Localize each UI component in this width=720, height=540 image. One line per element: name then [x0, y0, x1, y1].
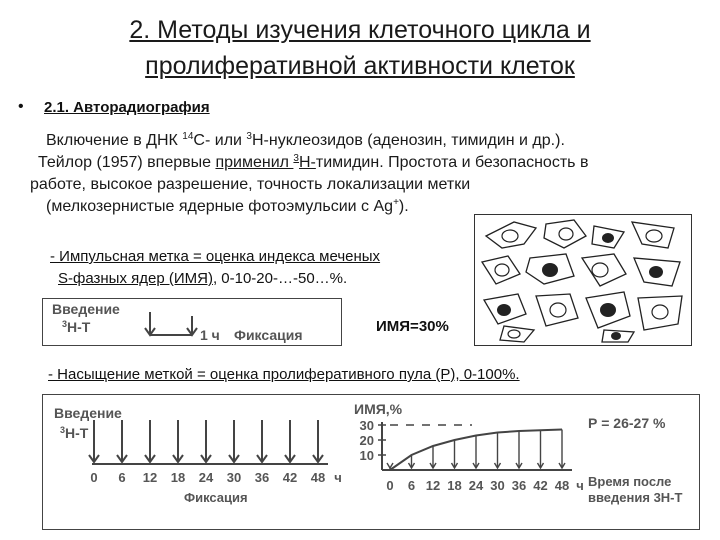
saturation-diagram — [42, 394, 700, 530]
sat-tick-label: ч — [334, 470, 342, 485]
graph-y-tick-label: 30 — [359, 418, 374, 433]
graph-x-tick-label: 36 — [511, 478, 527, 493]
sat-tick-label: 36 — [254, 470, 270, 485]
cells-illustration — [474, 214, 692, 346]
graph-x-tick-label: 18 — [447, 478, 462, 493]
graph-x-tick-label: 0 — [386, 478, 394, 493]
sat-tick-label: 24 — [198, 470, 214, 485]
graph-y-tick-label: 20 — [359, 433, 374, 448]
graph-x-tick-label: 12 — [425, 478, 441, 493]
pulse-line2: S-фазных ядер (ИМЯ), 0-10-20-…-50…%. — [58, 270, 348, 287]
intro-line2: Тейлор (1957) впервые применил $^3$Н-тимидин. Простота и безопасность в — [38, 153, 589, 171]
intro-line3: работе, высокое разрешение, точность локализации метки — [30, 176, 471, 193]
pulse-line1: - Импульсная метка = оценка индекса меченых — [50, 248, 381, 265]
section-heading: 2.1. Авторадиография — [44, 99, 210, 116]
sat-tick-label: 42 — [282, 470, 298, 485]
graph-x-tick-label: 42 — [533, 478, 548, 493]
sat-tick-label: 30 — [226, 470, 242, 485]
pulse-time: 1 ч — [200, 327, 220, 343]
sat-intro-label: Введение — [54, 405, 122, 421]
graph-x-tick-label: ч — [576, 478, 584, 493]
intro-line1: Включение в ДНК $^{14}$С- или $^3$Н-нуклеозидов (аденозин, тимидин и др.). — [46, 131, 565, 149]
sat-tick-label: 6 — [118, 470, 126, 485]
p-label: Р = 26-27 % — [588, 415, 666, 431]
graph-title: ИМЯ,% — [354, 401, 403, 417]
intro-line4: (мелкозернистые ядерные фотоэмульсии с Ag+). — [46, 197, 409, 215]
pulse-intro-label: Введение — [52, 301, 120, 317]
sat-tick-label: 48 — [310, 470, 326, 485]
pulse-fix-label: Фиксация — [234, 327, 303, 343]
graph-y-tick-label: 10 — [359, 448, 374, 463]
pulse-label: $^3$Н-Т — [62, 319, 91, 335]
sat-fix-label: Фиксация — [184, 490, 248, 505]
pulse-result: ИМЯ=30% — [376, 318, 449, 335]
sat-tick-label: 18 — [170, 470, 186, 485]
bullet-marker: • — [18, 98, 24, 115]
graph-x-tick-label: 6 — [407, 478, 416, 493]
pulse-diagram — [42, 298, 342, 346]
time-label1: Время после — [588, 474, 672, 489]
saturation-line: - Насыщение меткой = оценка пролиферативного пула (Р), 0-100%. — [48, 366, 520, 383]
time-label2: введения 3Н-Т — [588, 490, 683, 505]
page-title-line2: пролиферативной активности клеток — [145, 52, 575, 80]
graph-x-tick-label: 24 — [468, 478, 484, 493]
sat-tick-label: 0 — [90, 470, 98, 485]
graph-x-tick-label: 30 — [490, 478, 505, 493]
sat-tick-label: 12 — [142, 470, 158, 485]
page-title-line1: 2. Методы изучения клеточного цикла и — [129, 16, 591, 44]
graph-x-tick-label: 48 — [554, 478, 570, 493]
sat-label: $^3$Н-Т — [60, 425, 89, 441]
